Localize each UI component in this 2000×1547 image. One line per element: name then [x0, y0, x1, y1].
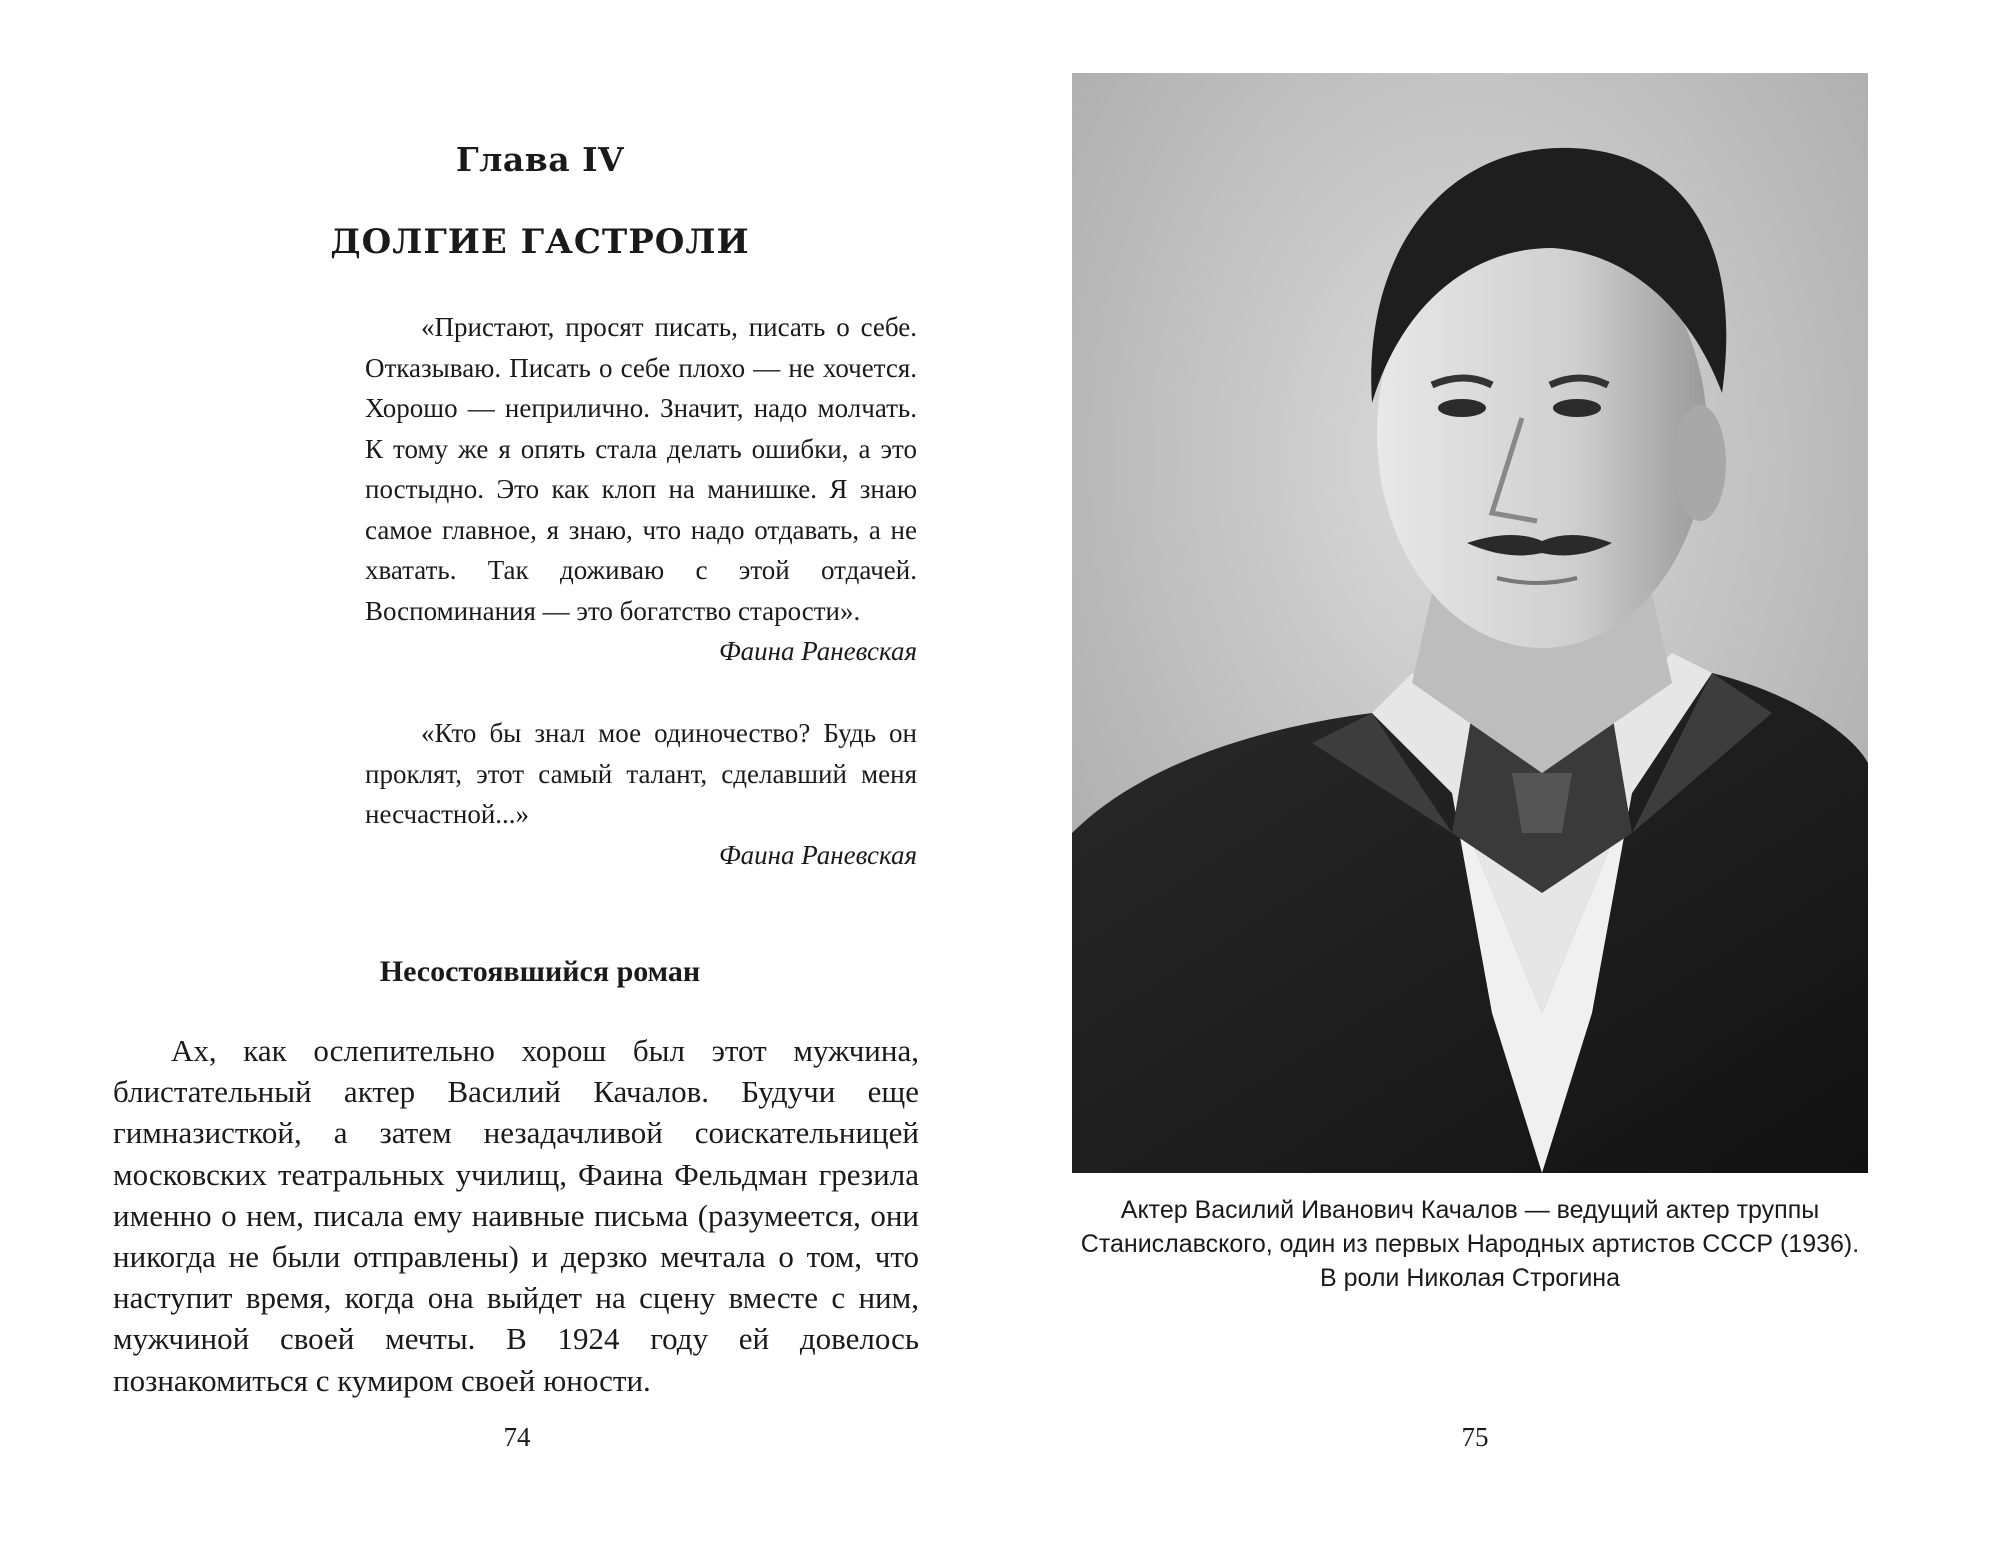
photo-caption: [1040, 1193, 1900, 1295]
epigraph-text: «Пристают, просят писать, писать о себе. Отказываю. Писать о себе плохо — не хочется. Хорошо — неприлично. Значит, надо молчать. К тому же я опять стала делать ошибки, а это постыдно. Это как клоп на манишке. Я знаю самое главное, я знаю, что надо отдавать, а не хватать. Так доживаю с этой отдачей. Воспоминания — это богатство старости».: [365, 312, 917, 626]
epigraph: [365, 307, 917, 672]
caption-line: В роли Николая Строгина: [1319, 1264, 1621, 1292]
portrait-photo-icon: [1072, 73, 1868, 1173]
caption-line: Актер Василий Иванович Качалов — ведущий актер труппы: [1120, 1196, 1820, 1224]
epigraph-author: Фаина Раневская: [718, 839, 917, 870]
page-number: 74: [503, 1422, 531, 1452]
section-title: Несостоявшийся роман: [379, 955, 701, 988]
page-number: 75: [1461, 1422, 1489, 1452]
caption-line: Станиславского, один из первых Народных артистов СССР (1936).: [1080, 1230, 1860, 1258]
right-page: [1000, 0, 2000, 1547]
portrait-photo: [1072, 73, 1868, 1173]
epigraph-text: «Кто бы знал мое одиночество? Будь он проклят, этот самый талант, сделавший меня несчастной...»: [365, 718, 917, 829]
epigraph: [365, 713, 917, 875]
body-paragraph: Ах, как ослепительно хорош был этот мужчина, блистательный актер Василий Качалов. Будучи еще гимназисткой, а затем незадачливой соискательницей московских театральных училищ, Фаина Фельдман грезила именно о нем, писала ему наивные письма (разумеется, они никогда не были отправлены) и дерзко мечтала о том, что наступит время, когда она выйдет на сцену вместе с ним, мужчиной своей мечты. В 1924 году ей довелось познакомиться с кумиром своей юности.: [113, 1033, 919, 1398]
chapter-label: Глава IV: [455, 140, 625, 179]
chapter-title: ДОЛГИЕ ГАСТРОЛИ: [330, 222, 750, 262]
epigraph-author: Фаина Раневская: [718, 636, 917, 666]
body-text: [113, 1030, 919, 1401]
